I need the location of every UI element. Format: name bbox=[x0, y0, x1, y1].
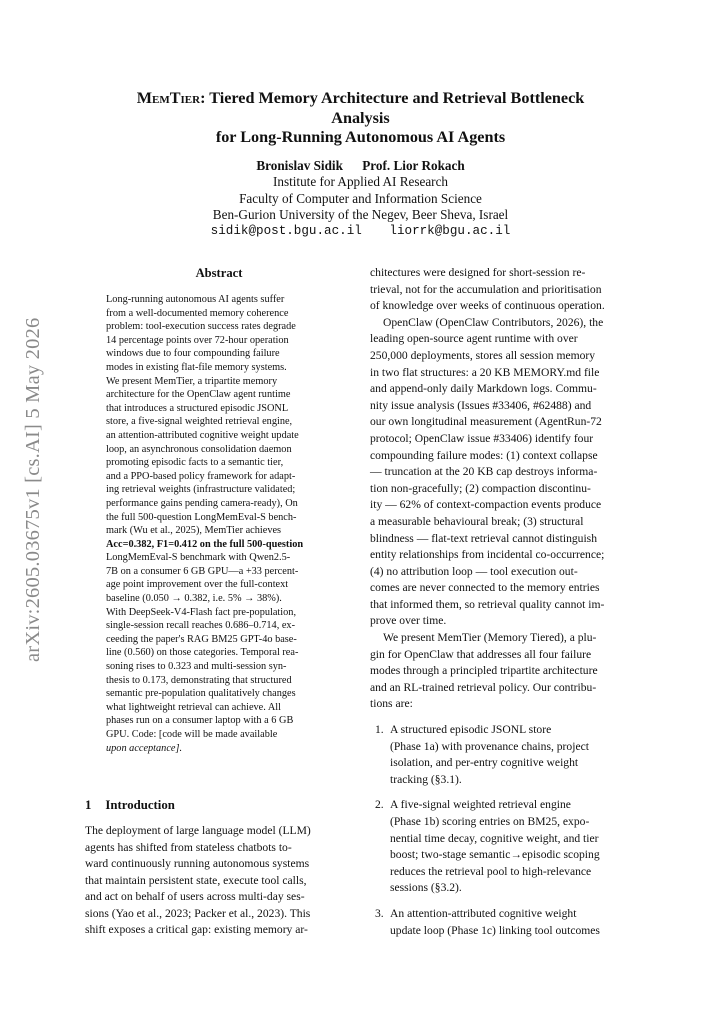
abstract-line: LongMemEval-S benchmark with Qwen2.5- bbox=[106, 552, 291, 564]
abstract-line: what lightweight retrieval can achieve. All bbox=[106, 701, 281, 713]
title-system-name-b: Tier bbox=[169, 89, 201, 107]
list-line: isolation, and per-entry cognitive weight bbox=[390, 756, 579, 770]
list-line: sessions (§3.2). bbox=[390, 881, 462, 895]
author-name: Bronislav Sidik bbox=[256, 158, 343, 173]
abstract-line: and a PPO-based policy framework for adapt- bbox=[106, 470, 296, 482]
body-line: and act on behalf of users across multi-day ses- bbox=[85, 890, 305, 903]
abstract-line: single-session recall reaches 0.686–0.714, ex- bbox=[106, 620, 296, 632]
body-line: in two flat structures: a 20 KB MEMORY.md file bbox=[370, 365, 600, 379]
body-line: of knowledge over weeks of continuous operation. bbox=[370, 299, 605, 313]
list-line: reduces the retrieval pool to high-relevance bbox=[390, 864, 592, 878]
body-line: our own longitudinal measurement (AgentRun-72 bbox=[370, 415, 602, 429]
contribution-item bbox=[370, 797, 635, 897]
introduction-body bbox=[85, 823, 351, 939]
abstract-line: ceeding the paper's RAG BM25 GPT-4o base- bbox=[106, 633, 297, 645]
abstract-line: Acc=0.382, F1=0.412 on the full 500-question bbox=[106, 538, 304, 550]
title-line-1: : Tiered Memory Architecture and Retrieval Bottleneck bbox=[200, 89, 585, 107]
contribution-item bbox=[370, 906, 635, 939]
body-line: gin for OpenClaw that addresses all four failure bbox=[370, 647, 592, 661]
abstract-line: upon acceptance]. bbox=[106, 742, 183, 754]
abstract-line: windows due to four compounding failure bbox=[106, 348, 280, 360]
list-line: tracking (§3.1). bbox=[390, 772, 462, 786]
list-line: update loop (Phase 1c) linking tool outcomes bbox=[390, 923, 600, 937]
author-name: Prof. Lior Rokach bbox=[362, 158, 465, 173]
title-line-3: for Long-Running Autonomous AI Agents bbox=[215, 128, 506, 146]
right-column bbox=[370, 265, 635, 939]
title-line-2: Analysis bbox=[331, 108, 390, 127]
body-line: tions are: bbox=[370, 697, 413, 711]
abstract-line: Long-running autonomous AI agents suffer bbox=[106, 294, 285, 305]
section-heading bbox=[85, 798, 351, 813]
body-line: ity — 62% of context-compaction events produce bbox=[370, 498, 602, 512]
abstract-line: from a well-documented memory coherence bbox=[106, 307, 289, 319]
paper-title bbox=[80, 89, 641, 148]
list-marker: 2. bbox=[375, 798, 384, 812]
body-line: modes through a principled tripartite architecture bbox=[370, 664, 598, 678]
abstract-line: With DeepSeek-V4-Flash fact pre-population, bbox=[106, 606, 297, 618]
abstract-line: GPU. Code: [code will be made available bbox=[106, 729, 278, 740]
arxiv-identifier-stamp: arXiv:2605.03675v1 [cs.AI] 5 May 2026 bbox=[22, 317, 44, 662]
author-block bbox=[80, 158, 641, 239]
body-line: sions (Yao et al., 2023; Packer et al., 2023). This bbox=[85, 906, 311, 920]
body-line: prove over time. bbox=[370, 614, 447, 628]
body-line: comes are never connected to the memory entries bbox=[370, 581, 600, 595]
body-line: 250,000 deployments, stores all session memory bbox=[370, 348, 596, 362]
abstract-line: that introduces a structured episodic JSONL bbox=[106, 402, 289, 414]
body-line: ward continuously running autonomous systems bbox=[85, 857, 310, 870]
abstract-line: loop, an asynchronous consolidation daemon bbox=[106, 443, 292, 455]
body-line: protocol; OpenClaw issue #33406) identify four bbox=[370, 431, 594, 445]
body-line: that maintain persistent state, execute tool calls, bbox=[85, 873, 307, 887]
abstract-line: an attention-attributed cognitive weight update bbox=[106, 429, 299, 441]
body-line: blindness — flat-text retrieval cannot distinguish bbox=[370, 531, 597, 545]
list-line: A five-signal weighted retrieval engine bbox=[390, 798, 571, 812]
affiliation-line: Institute for Applied AI Research bbox=[272, 174, 449, 190]
body-line: We present MemTier (Memory Tiered), a plu- bbox=[383, 631, 597, 645]
list-line: nential time decay, cognitive weight, and tier bbox=[390, 831, 599, 845]
abstract-line: semantic pre-population qualitatively changes bbox=[106, 688, 296, 700]
abstract-body bbox=[106, 293, 332, 755]
abstract-line: age point improvement over the full-context bbox=[106, 579, 289, 591]
contribution-item bbox=[370, 722, 635, 788]
abstract-line: promoting episodic facts to a semantic tier, bbox=[106, 457, 284, 469]
abstract-line: ing retrieval weights (infrastructure validated; bbox=[106, 484, 296, 496]
abstract-line: soning rises to 0.323 and multi-session syn- bbox=[106, 661, 287, 673]
abstract-heading: Abstract bbox=[195, 266, 243, 280]
introduction-section bbox=[85, 798, 351, 939]
abstract-line: baseline (0.050 → 0.382, i.e. 5% → 38%). bbox=[106, 593, 282, 605]
list-marker: 1. bbox=[375, 723, 384, 737]
body-line: compounding failure modes: (1) context collapse bbox=[370, 448, 598, 462]
list-line: boost; two-stage semantic→episodic scoping bbox=[390, 848, 600, 862]
abstract-line: architecture for the OpenClaw agent runtime bbox=[106, 389, 291, 401]
body-line: tion non-gracefully; (2) compaction discontinu- bbox=[370, 481, 591, 495]
body-line: shift exposes a critical gap: existing memory ar- bbox=[85, 923, 308, 936]
abstract-line: performance gains pending camera-ready), On bbox=[106, 497, 298, 509]
section-number: 1 bbox=[85, 798, 92, 812]
title-system-name-a: Mem bbox=[136, 89, 170, 107]
abstract-line: thesis to 0.173, demonstrating that structured bbox=[106, 674, 292, 686]
body-line: The deployment of large language model (LLM) bbox=[85, 824, 311, 837]
affiliation-line: Ben-Gurion University of the Negev, Beer Sheva, Israel bbox=[212, 206, 509, 222]
body-line: nity issue analysis (Issues #33406, #62488) and bbox=[370, 398, 592, 412]
abstract-line: store, a five-signal weighted retrieval engine, bbox=[106, 416, 293, 428]
body-line: — truncation at the 20 KB cap destroys informa- bbox=[370, 465, 598, 479]
abstract-line: mark (Wu et al., 2025), MemTier achieves bbox=[106, 525, 282, 537]
body-line: (4) no attribution loop — tool execution out- bbox=[370, 564, 578, 578]
list-line: (Phase 1b) scoring entries on BM25, expo- bbox=[390, 815, 590, 828]
body-line: trieval, not for the accumulation and prioritisation bbox=[370, 282, 602, 296]
list-line: (Phase 1a) with provenance chains, project bbox=[390, 739, 589, 753]
list-marker: 3. bbox=[375, 906, 384, 920]
body-line: leading open-source agent runtime with over bbox=[370, 332, 578, 346]
abstract-line: problem: tool-execution success rates degrade bbox=[106, 321, 296, 333]
body-line: a measurable behavioural break; (3) structural bbox=[370, 514, 584, 528]
abstract-line: modes in existing flat-file memory systems. bbox=[106, 361, 287, 373]
body-line: entity relationships from incidental co-occurrence; bbox=[370, 548, 605, 562]
abstract-line: phases run on a consumer laptop with a 6 GB bbox=[106, 715, 294, 727]
body-line: OpenClaw (OpenClaw Contributors, 2026), the bbox=[383, 315, 604, 329]
author-email: sidik@post.bgu.ac.il bbox=[210, 224, 362, 239]
body-line: chitectures were designed for short-session re- bbox=[370, 266, 586, 279]
list-line: An attention-attributed cognitive weight bbox=[390, 906, 577, 920]
body-line: agents has shifted from stateless chatbots to- bbox=[85, 840, 292, 854]
body-line: that informed them, so retrieval quality cannot im- bbox=[370, 597, 605, 611]
abstract-line: 14 percentage points over 72-hour operation bbox=[106, 334, 289, 346]
body-line: and append-only daily Markdown logs. Commu- bbox=[370, 382, 597, 396]
list-line: A structured episodic JSONL store bbox=[390, 723, 552, 737]
abstract-line: 7B on a consumer 6 GB GPU—a +33 percent- bbox=[106, 565, 299, 577]
affiliation-line: Faculty of Computer and Information Science bbox=[239, 190, 482, 206]
abstract-line: We present MemTier, a tripartite memory bbox=[106, 375, 278, 387]
section-title: Introduction bbox=[105, 798, 175, 812]
author-email: liorrk@bgu.ac.il bbox=[389, 224, 511, 239]
abstract-line: the full 500-question LongMemEval-S bench- bbox=[106, 511, 297, 523]
body-line: and an RL-trained retrieval policy. Our contribu- bbox=[370, 680, 597, 694]
abstract-line: line (0.560) on those categories. Temporal rea- bbox=[106, 647, 299, 659]
